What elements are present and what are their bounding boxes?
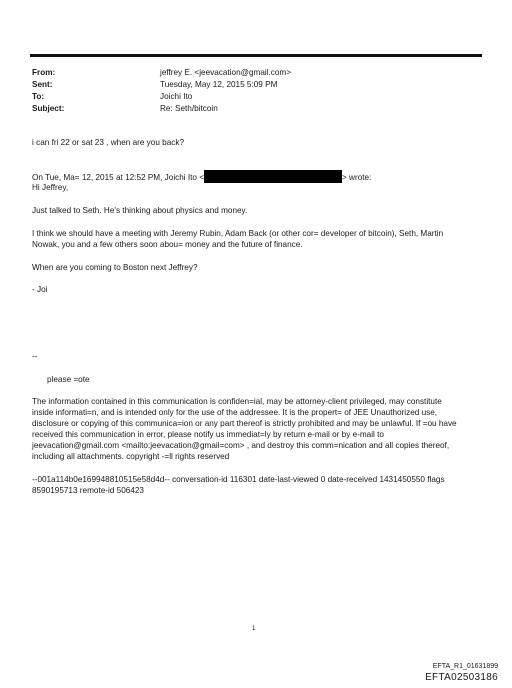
greeting: Hi Jeffrey, [32,183,69,192]
efta-id-large: EFTA02503186 [425,672,498,683]
redaction-box [204,170,342,183]
paragraph-1: Just talked to Seth. He's thinking about physics and money. [32,206,248,215]
disclaimer-line: jeevacation@gmail.com <mailto:jeevacation@gmail=com> , and destroy this comm=nication and all copies thereof, [32,441,450,450]
paragraph-2-line-2: Nowak, you and a few others soon abou= money and the future of finance. [32,240,303,249]
to-label: To: [32,92,45,101]
please-note: please =ote [47,375,90,384]
sent-value: Tuesday, May 12, 2015 5:09 PM [160,80,278,89]
from-label: From: [32,68,56,77]
subject-value: Re: Seth/bitcoin [160,104,218,113]
disclaimer-line: including all attachments. copyright -=ll rights reserved [32,452,230,461]
top-rule [30,54,482,57]
from-value: jeffrey E. <jeevacation@gmail.com> [160,68,292,77]
paragraph-3: When are you coming to Boston next Jeffrey? [32,263,198,272]
paragraph-2-line-1: I think we should have a meeting with Jeremy Rubin, Adam Back (or other cor= developer of bitcoin), Seth, Martin [32,229,444,238]
efta-id-small: EFTA_R1_01631899 [432,663,498,670]
metadata-line-2: 8590195713 remote-id 506423 [32,486,144,495]
subject-label: Subject: [32,104,65,113]
quote-intro-end: > wrote: [342,173,372,182]
metadata-line-1: --001a114b0e169948810515e58d4d-- conversation-id 116301 date-last-viewed 0 date-received 1431450550 flags [32,475,445,484]
disclaimer-line: inside informati=n, and is intended only for the use of the addressee. It is the propert= of JEE Unauthorized use, [32,408,438,417]
to-value: Joichi Ito [160,92,193,101]
disclaimer-line: disclosure or copying of this communica=ion or any part thereof is strictly prohibited and may be unlawful. If =ou have [32,419,457,428]
signature: - Joi [32,285,48,294]
disclaimer-line: received this communication in error, please notify us immediat=ly by return e-mail or by e-mail to [32,430,384,439]
sent-label: Sent: [32,80,53,89]
page-number: 1 [252,626,256,632]
disclaimer-line: The information contained in this communication is confiden=ial, may be attorney-client privileged, may constitute [32,397,442,406]
reply-text: i can fri 22 or sat 23 , when are you back? [32,138,185,147]
separator: -- [32,352,38,361]
quote-intro-start: On Tue, Ma= 12, 2015 at 12:52 PM, Joichi Ito < [32,173,205,182]
